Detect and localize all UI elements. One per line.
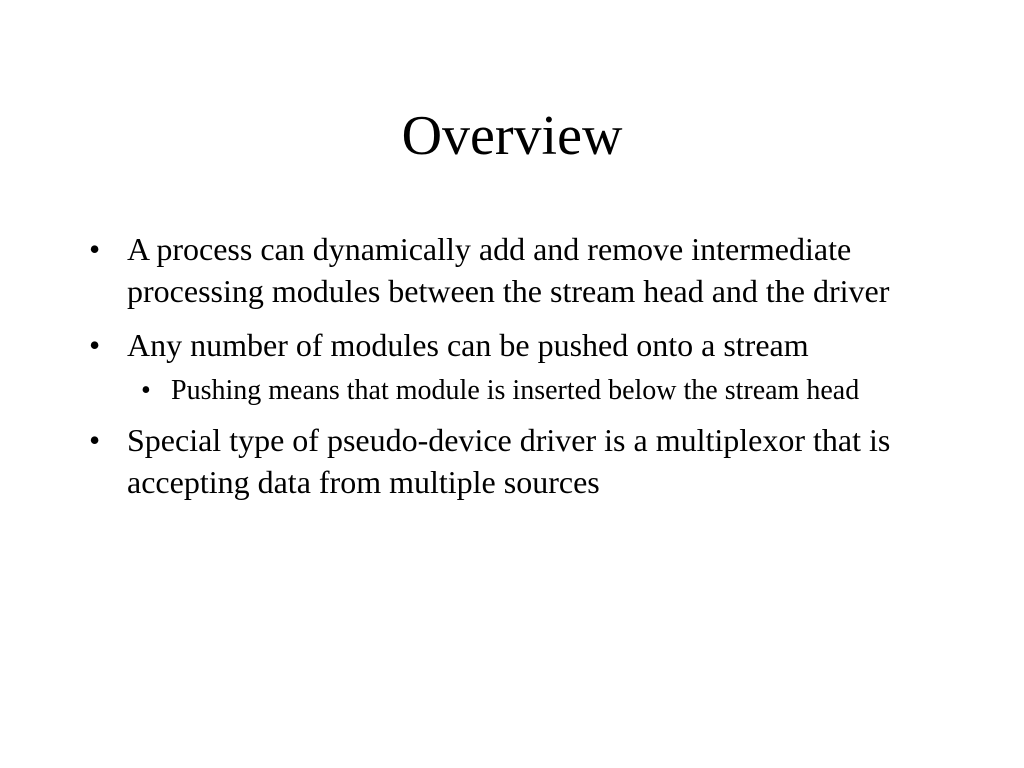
- bullet-marker: •: [89, 327, 101, 363]
- bullet-item: [85, 419, 965, 503]
- slide-title: Overview: [401, 105, 623, 167]
- bullet-list: [85, 228, 965, 515]
- bullet-marker: •: [89, 231, 101, 267]
- sub-bullet-text: Pushing means that module is inserted below the stream head: [171, 375, 860, 406]
- bullet-item: [85, 324, 965, 409]
- bullet-text: Any number of modules can be pushed onto a stream: [127, 327, 809, 363]
- bullet-marker: •: [89, 422, 101, 458]
- bullet-item: [85, 228, 965, 312]
- sub-bullet-item: [127, 372, 965, 409]
- bullet-text: A process can dynamically add and remove intermediate processing modules between the stream head and the driver: [127, 231, 890, 309]
- sub-bullet-marker: •: [141, 375, 151, 406]
- sub-bullet-list: [127, 372, 965, 409]
- bullet-text: Special type of pseudo-device driver is a multiplexor that is accepting data from multiple sources: [127, 422, 891, 500]
